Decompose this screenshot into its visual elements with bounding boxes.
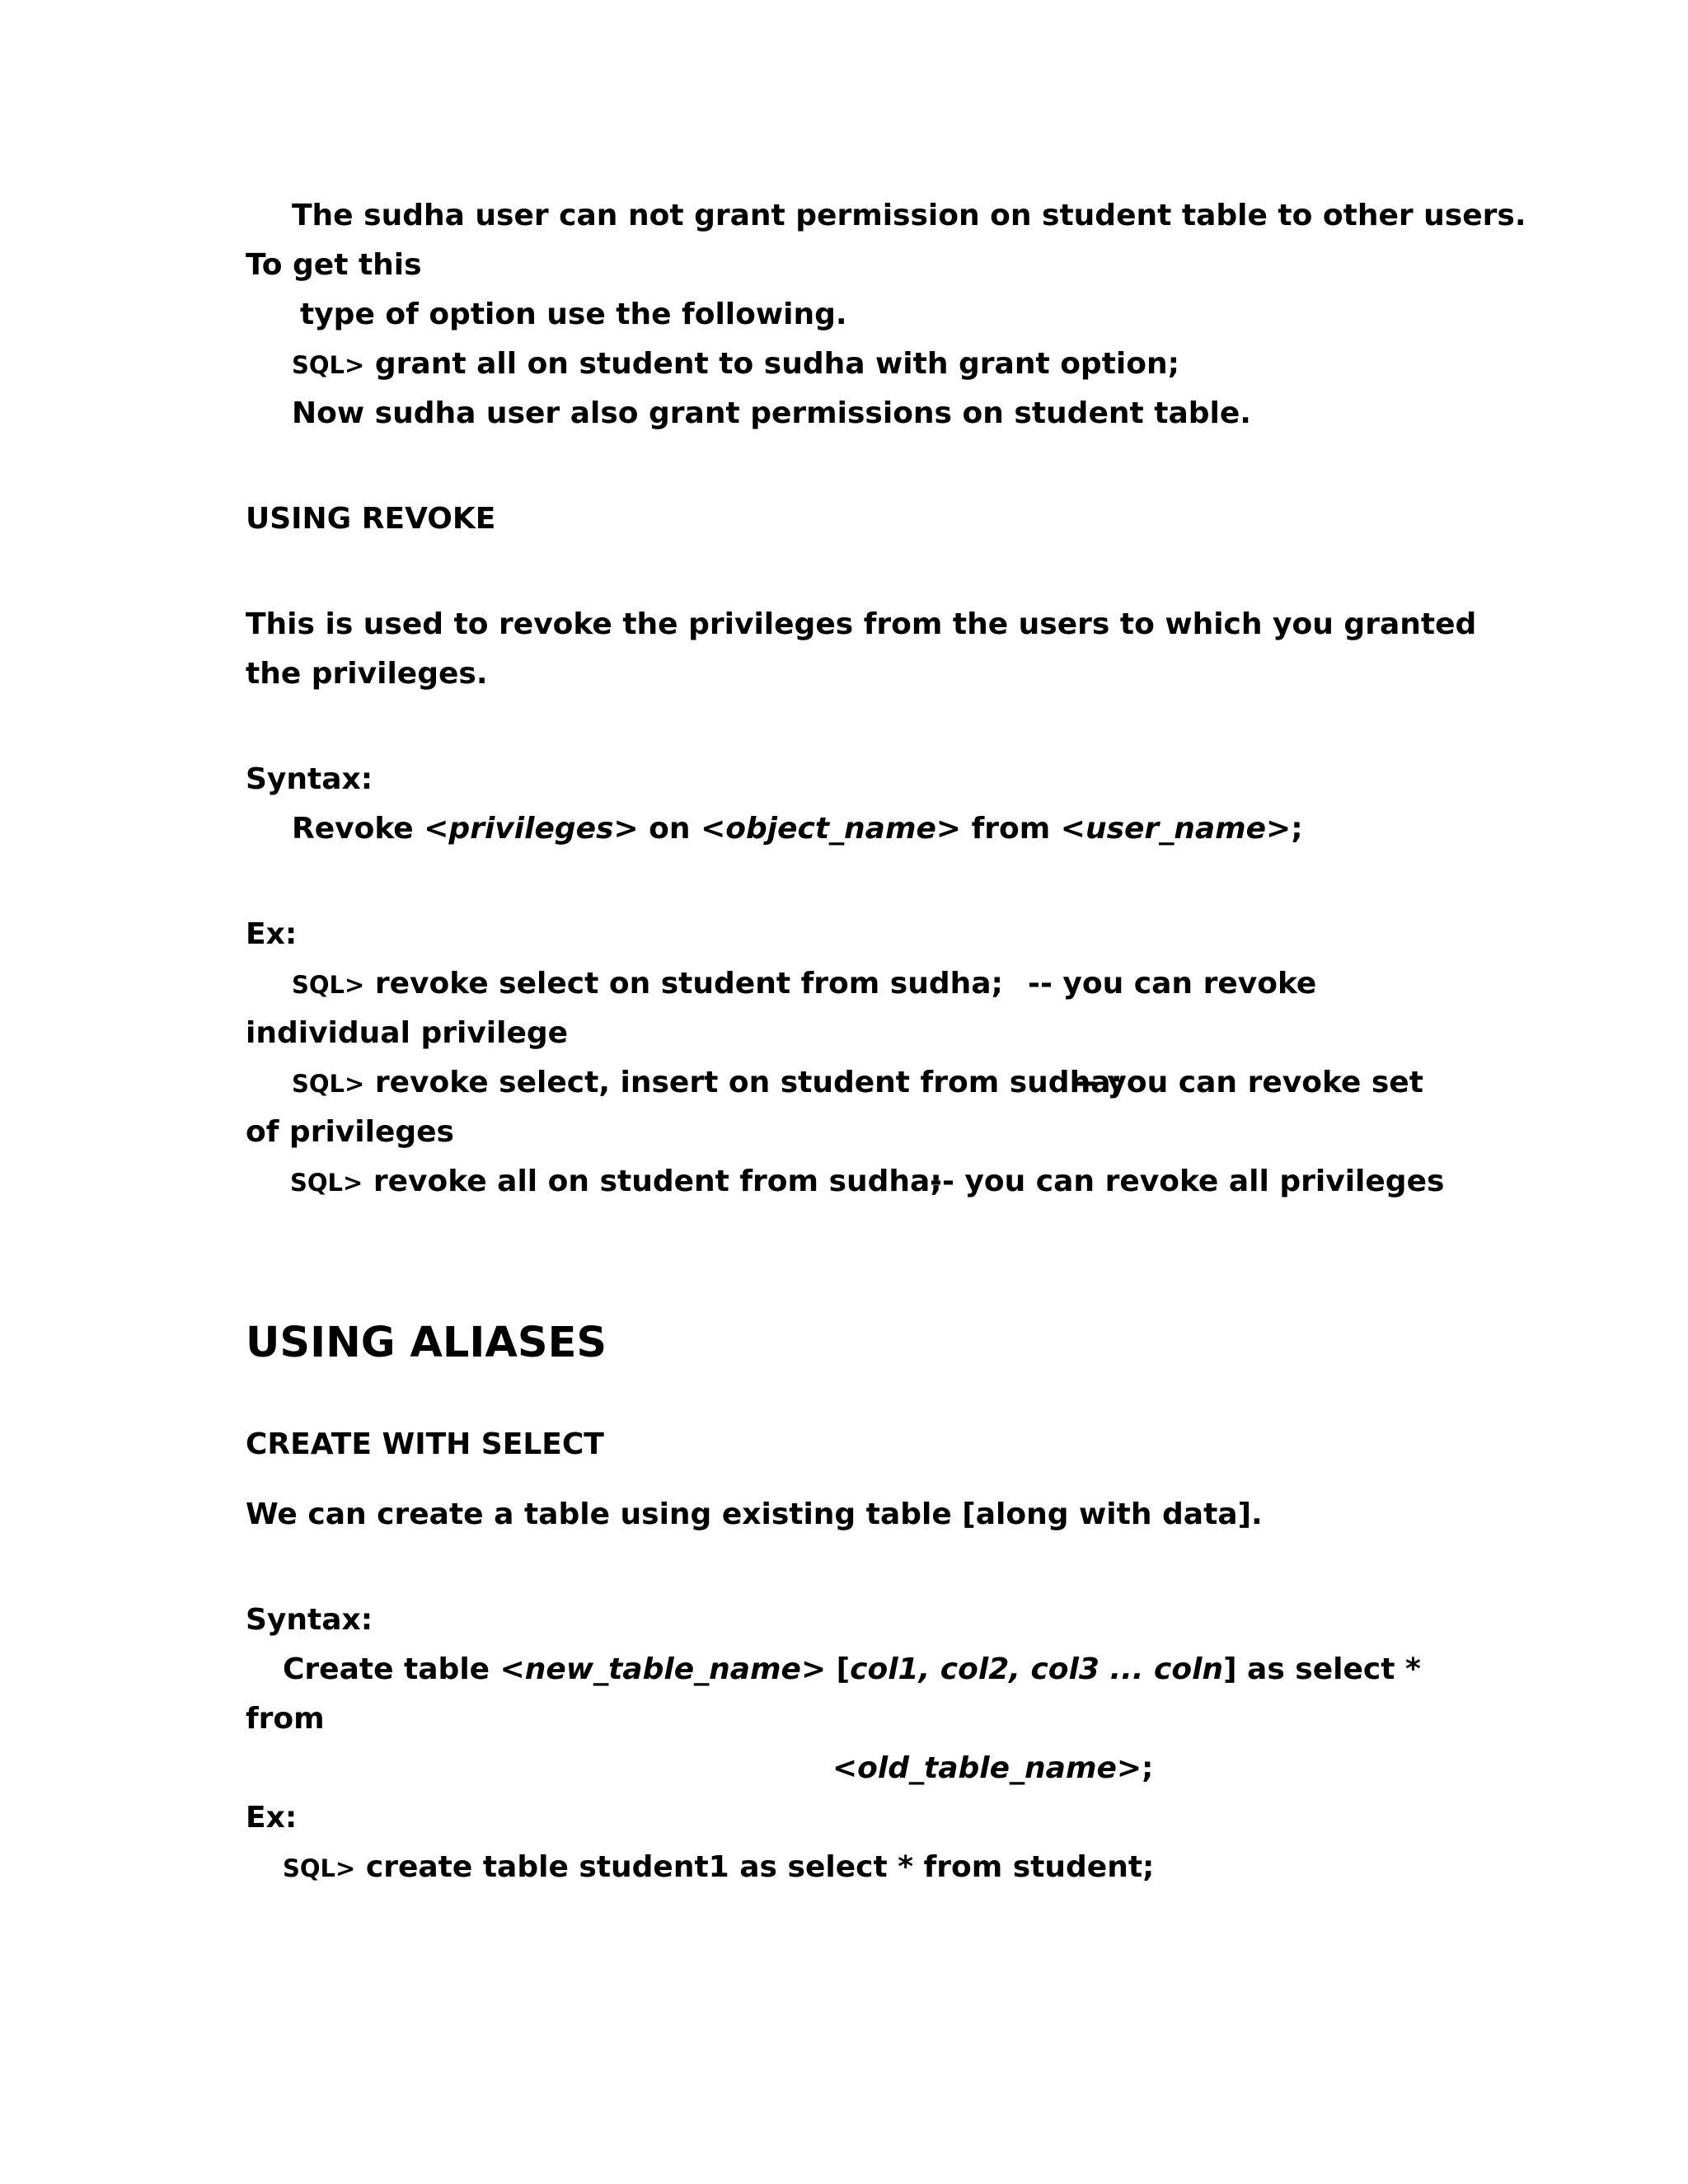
revoke-description-line-1: This is used to revoke the privileges from the users to which you granted [246, 607, 1477, 641]
grant-option-command [292, 349, 1179, 379]
sql-prompt: SQL> [292, 971, 365, 999]
create-example-label: Ex: [246, 1801, 298, 1835]
grant-note-line-3: type of option use the following. [300, 298, 847, 331]
create-syntax-wrap: from [246, 1702, 325, 1736]
syntax-terminator: ; [1142, 1751, 1154, 1785]
sql-prompt: SQL> [283, 1854, 356, 1882]
sql-prompt: SQL> [292, 351, 365, 379]
grant-note-line-5: Now sudha user also grant permissions on student table. [292, 396, 1251, 430]
create-syntax [283, 1652, 1421, 1686]
aliases-heading: USING ALIASES [246, 1319, 607, 1367]
syntax-keyword: [ [826, 1652, 851, 1686]
create-with-select-heading: CREATE WITH SELECT [246, 1427, 604, 1461]
create-syntax-label: Syntax: [246, 1603, 373, 1637]
sql-command: create table student1 as select * from student; [365, 1850, 1155, 1884]
syntax-keyword: on [638, 812, 701, 846]
sql-command: revoke select on student from sudha; [374, 967, 1003, 1001]
syntax-keyword: from [961, 812, 1061, 846]
sql-prompt: SQL> [290, 1169, 363, 1197]
sql-command: revoke select, insert on student from sudha; [374, 1066, 1123, 1099]
syntax-placeholder: <privileges> [424, 812, 639, 846]
syntax-keyword: ] as select * [1223, 1652, 1421, 1686]
sql-comment-wrap: of privileges [246, 1115, 454, 1149]
grant-note-line-2: To get this [246, 248, 422, 282]
revoke-example-label: Ex: [246, 917, 298, 951]
syntax-placeholder: <new_table_name> [499, 1652, 827, 1686]
create-with-select-description: We can create a table using existing table [along with data]. [246, 1497, 1263, 1531]
sql-prompt: SQL> [292, 1070, 365, 1098]
revoke-syntax-label: Syntax: [246, 762, 373, 796]
syntax-placeholder: <user_name> [1060, 812, 1292, 846]
sql-comment: -- you can revoke all privileges [930, 1165, 1445, 1198]
revoke-description-line-2: the privileges. [246, 657, 488, 691]
revoke-syntax [292, 814, 1303, 844]
syntax-keyword: Create table [283, 1652, 500, 1686]
syntax-placeholder: col1, col2, col3 ... coln [850, 1652, 1224, 1686]
revoke-heading: USING REVOKE [246, 502, 496, 536]
sql-comment-wrap: individual privilege [246, 1016, 569, 1050]
create-example [283, 1850, 1155, 1884]
create-syntax-old-table [832, 1751, 1154, 1785]
syntax-terminator: ; [1291, 812, 1303, 846]
sql-command: grant all on student to sudha with grant option; [374, 347, 1180, 381]
sql-comment: -- you can revoke set [1072, 1066, 1423, 1099]
grant-note-line-1: The sudha user can not grant permission on student table to other users. [292, 199, 1526, 232]
sql-comment: -- you can revoke [1028, 967, 1317, 1001]
sql-command: revoke all on student from sudha; [373, 1165, 942, 1198]
syntax-keyword: Revoke [292, 812, 424, 846]
syntax-placeholder: <old_table_name> [832, 1751, 1142, 1785]
revoke-example-1 [292, 969, 1003, 999]
revoke-example-3 [290, 1167, 942, 1197]
syntax-placeholder: <object_name> [701, 812, 962, 846]
revoke-example-2 [292, 1068, 1123, 1098]
